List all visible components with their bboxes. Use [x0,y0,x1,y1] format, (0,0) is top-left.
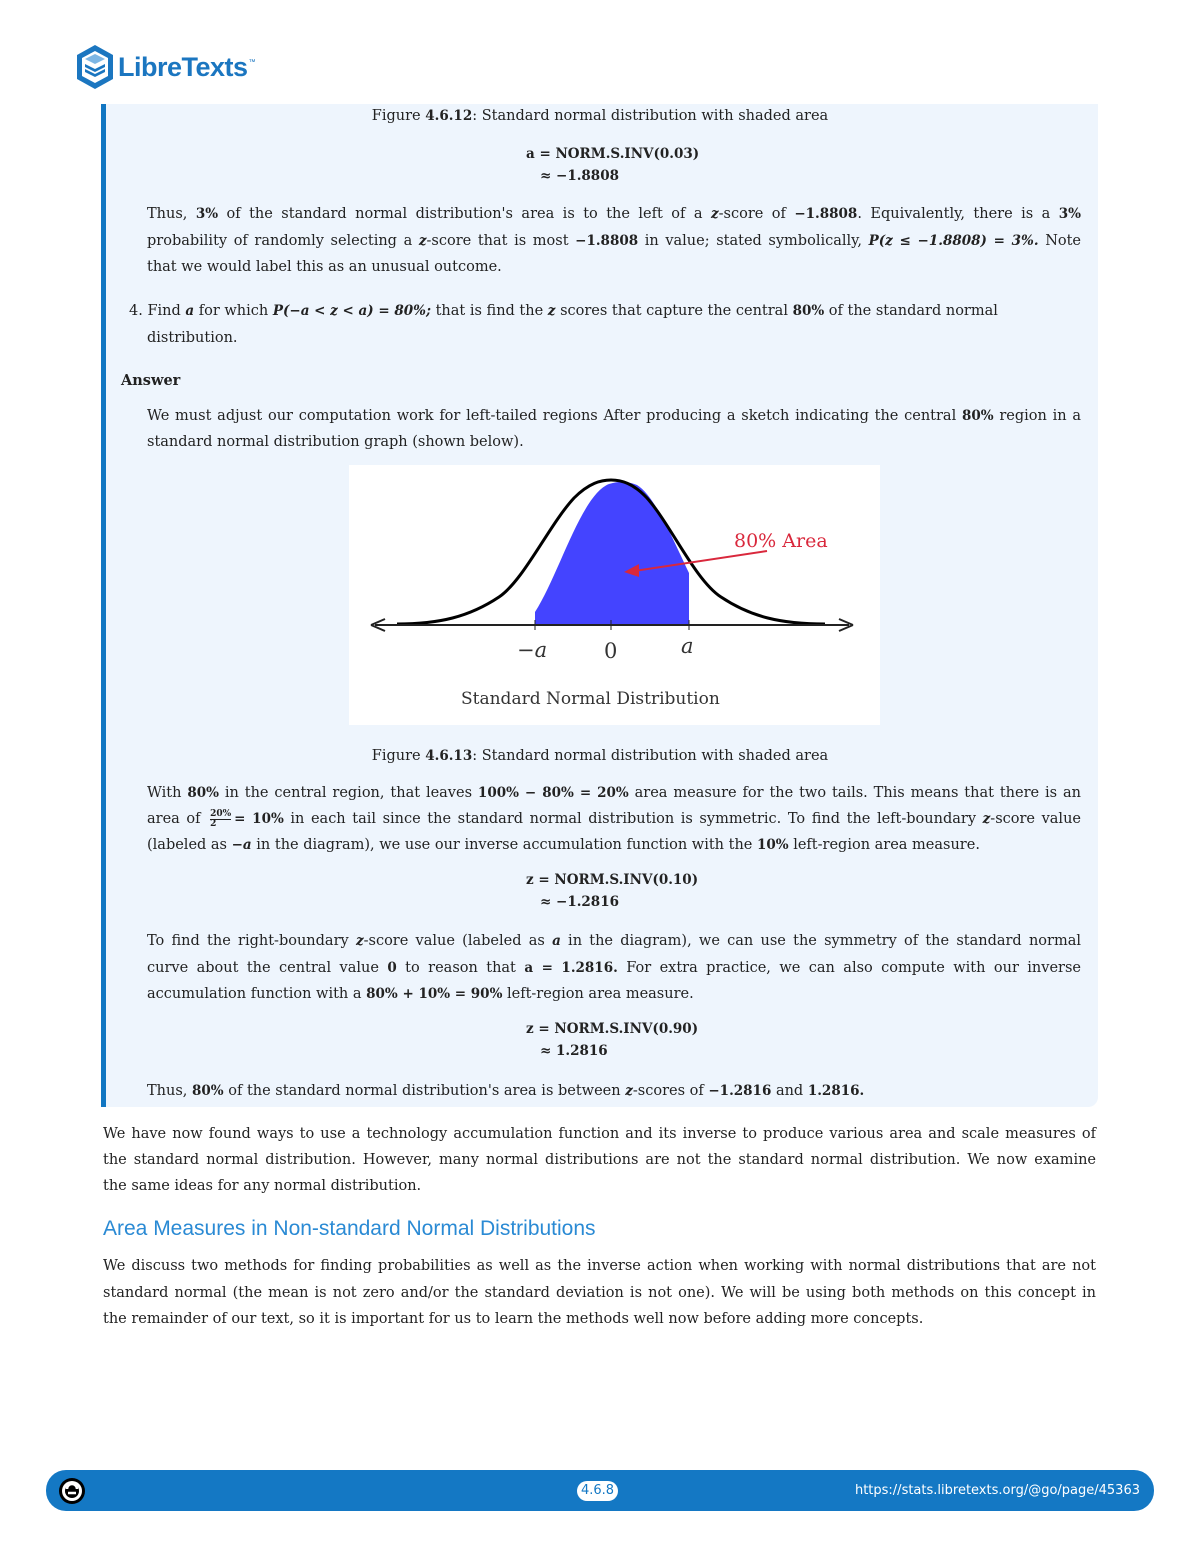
equation-result-1: ≈ −1.8808 [540,168,619,184]
equation-norm-s-inv-003: a = NORM.S.INV(0.03) [526,146,700,162]
figure-caption-4-6-12 [0,108,1200,124]
section-heading: Area Measures in Non-standard Normal Distributions [103,1217,596,1240]
with-paragraph-line1: With 80% in the central region, that leaves 100% − 80% = 20% area measure for the two tails. This means that there is an [147,785,1081,801]
page-number: 4.6.8 [577,1481,618,1501]
logo-text: LibreTexts [118,51,248,82]
cc-license-icon[interactable] [58,1477,86,1505]
final-paragraph: Thus, 80% of the standard normal distribution's area is between z-scores of −1.2816 and 1.2816. [147,1083,865,1099]
body-paragraph-1-line1: We have now found ways to use a technology accumulation function and its inverse to produce various area and scale measures of [103,1126,1096,1142]
equation-result-3: ≈ 1.2816 [540,1043,608,1059]
caption-text: : Standard normal distribution with shaded area [472,108,829,124]
libretexts-hexagon-icon [74,43,116,91]
normal-curve-diagram [349,465,880,725]
tick-label-neg-a: −a [517,638,548,662]
tick-label-zero: 0 [604,639,618,663]
problem-item-4: 4. Find a for which P(−a < z < a) = 80%; that is find the z scores that capture the central 80% of the standard normal [129,303,998,319]
right-paragraph-line2: curve about the central value 0 to reason that a = 1.2816. For extra practice, we can also compute with our inverse [147,960,1081,976]
fraction-20-over-2: $\frac{20\%}{2}$ [210,808,232,829]
body-paragraph-2-line1: We discuss two methods for finding probabilities as well as the inverse action when working with normal distributions that are not [103,1258,1096,1274]
caption-number: 4.6.12 [425,108,473,124]
caption-prefix: Figure [371,108,426,124]
figure-title: Standard Normal Distribution [461,689,720,709]
answer-label: Answer [121,372,181,389]
page-url-link[interactable]: https://stats.libretexts.org/@go/page/45363 [854,1483,1140,1498]
with-paragraph-line3: (labeled as −a in the diagram), we use our inverse accumulation function with the 10% left-region area measure. [147,837,980,853]
problem-item-4-line2: distribution. [147,330,238,346]
intro-paragraph-line2: standard normal distribution graph (shown below). [147,434,524,450]
tick-label-a: a [681,634,694,658]
standard-normal-figure [349,465,880,725]
shaded-area [535,482,689,625]
body-paragraph-1-line3: the same ideas for any normal distribution. [103,1178,422,1194]
thus-paragraph-line3: that we would label this as an unusual outcome. [147,259,502,275]
body-paragraph-2-line3: the remainder of our text, so it is important for us to learn the methods well now before adding more concepts. [103,1311,924,1327]
thus-paragraph-line1: Thus, 3% of the standard normal distribution's area is to the left of a z-score of −1.8808. Equivalently, there is a 3% [147,206,1082,222]
thus-paragraph-line2: probability of randomly selecting a z-score that is most −1.8808 in value; stated symbolically, P(z ≤ −1.8808) = 3%. Note [147,233,1082,249]
libretexts-logo[interactable] [74,42,256,92]
right-paragraph-line1: To find the right-boundary z-score value (labeled as a in the diagram), we can use the symmetry of the standard normal [147,933,1081,949]
page-footer [46,1470,1154,1511]
intro-paragraph-line1: We must adjust our computation work for left-tailed regions After producing a sketch indicating the central 80% region in a [147,408,1081,424]
figure-caption-4-6-13: Figure 4.6.13: Standard normal distribution with shaded area [371,748,829,764]
with-paragraph-line2: area of $\frac{20\%}{2}$ = 10% in each tail since the standard normal distribution is symmetric. To find the left-boundary z-score value [147,808,1081,829]
body-paragraph-2-line2: standard normal (the mean is not zero and/or the standard deviation is not one). We will be using both methods on this concept in [103,1285,1096,1301]
body-paragraph-1-line2: the standard normal distribution. However, many normal distributions are not the standard normal distribution. We now examine [103,1152,1096,1168]
equation-norm-s-inv-090: z = NORM.S.INV(0.90) [526,1021,699,1037]
figure-annotation: 80% Area [734,530,828,552]
equation-norm-s-inv-010: z = NORM.S.INV(0.10) [526,872,699,888]
equation-result-2: ≈ −1.2816 [540,894,619,910]
logo-trademark: ™ [248,58,256,66]
right-paragraph-line3: accumulation function with a 80% + 10% = 90% left-region area measure. [147,986,694,1002]
